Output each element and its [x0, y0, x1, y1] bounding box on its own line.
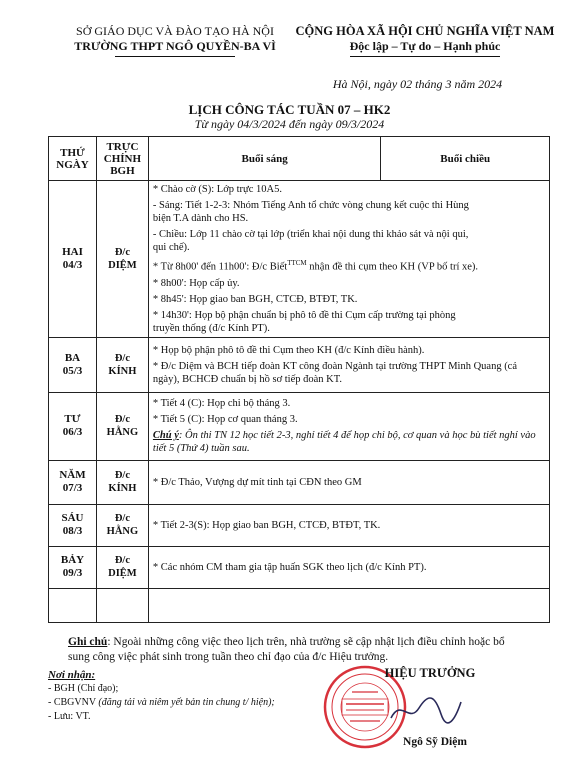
recipient-item — [48, 710, 298, 724]
duty-name: DIỆM — [108, 259, 137, 271]
header-afternoon: Buổi chiều — [381, 137, 550, 181]
activities-cell — [148, 337, 549, 392]
duty-cell — [96, 460, 148, 504]
recipient-note: (đăng tải và niêm yết bản tin chung t/ hiện); — [98, 697, 275, 708]
duty-cell — [96, 504, 148, 546]
general-note-label: Ghi chú — [68, 636, 108, 648]
activities-cell — [148, 392, 549, 460]
day-name: SÁU — [61, 512, 84, 524]
header-morning: Buổi sáng — [148, 137, 380, 181]
school-name: TRƯỜNG THPT NGÔ QUYỀN-BA VÌ — [74, 39, 276, 53]
day-cell — [49, 546, 97, 588]
duty-cell — [96, 181, 148, 338]
table-row — [49, 181, 550, 338]
header-duty: TRỰC CHÍNH BGH — [96, 137, 148, 181]
day-cell — [49, 392, 97, 460]
table-row — [49, 337, 550, 392]
header-day: THỨ NGÀY — [49, 137, 97, 181]
recipients-label: Nơi nhận: — [48, 669, 96, 681]
handwritten-signature — [385, 690, 465, 730]
duty-title: Đ/c — [114, 414, 131, 425]
table-row — [49, 504, 550, 546]
duty-title: Đ/c — [114, 555, 131, 566]
ministry-name: SỞ GIÁO DỤC VÀ ĐÀO TẠO HÀ NỘI — [76, 24, 274, 38]
activity-item: * Tiết 4 (C): Họp chi bộ tháng 3. — [152, 398, 291, 409]
activity-item: * 14h30': Họp bộ phận chuẩn bị phô tô đề thi Cụm cấp trường tại phòng truyền thống (đ/c Kính PT). — [152, 309, 456, 334]
duty-title: Đ/c — [114, 352, 131, 364]
activities-cell — [148, 181, 549, 338]
empty-cell — [96, 588, 148, 622]
general-note-text: : Ngoài những công việc theo lịch trên, nhà trường sẽ cập nhật lịch điều chỉnh hoặc bổ sung công việc phát sinh trong tuần theo chỉ đạo của đ/c Hiệu trưởng. — [68, 636, 505, 663]
issue-date: Hà Nội, ngày 02 tháng 3 năm 2024 — [332, 77, 503, 91]
signature-title: HIỆU TRƯỞNG — [384, 666, 476, 680]
activities-cell — [148, 546, 549, 588]
table-row — [49, 460, 550, 504]
table-row — [49, 392, 550, 460]
day-date: 07/3 — [62, 482, 83, 494]
note-text: : Ôn thi TN 12 học tiết 2-3, nghỉ tiết 4 để họp chi bộ, cơ quan và học bù tiết nghỉ vào tiết 5 (Thứ 4) tuần sau. — [152, 430, 536, 454]
activities-cell — [148, 504, 549, 546]
nation-header — [290, 24, 560, 57]
activity-item: * Họp bộ phận phô tô đề thi Cụm theo KH (đ/c Kính điều hành). — [152, 344, 425, 356]
general-note — [68, 635, 528, 665]
recipient-text: - CBGVNV — [48, 697, 99, 708]
duty-title: Đ/c — [114, 513, 131, 524]
activity-item: * Tiết 5 (C): Họp cơ quan tháng 3. — [152, 414, 298, 425]
duty-cell — [96, 337, 148, 392]
recipients-block — [48, 668, 298, 724]
document-title: LỊCH CÔNG TÁC TUẦN 07 – HK2 — [188, 102, 391, 117]
activity-superscript: TTCM — [287, 259, 307, 267]
duty-title: Đ/c — [114, 470, 131, 481]
day-name: BẢY — [60, 554, 85, 566]
activity-item: * Đ/c Thảo, Vượng dự mít tinh tại CĐN theo GM — [152, 476, 362, 488]
day-name: HAI — [62, 245, 83, 258]
activity-text: nhận đề thi cụm theo KH (VP bố trí xe). — [306, 261, 479, 273]
school-underline — [115, 56, 235, 57]
activity-item: * 8h00': Họp cấp ủy. — [152, 277, 240, 289]
day-name: NĂM — [59, 469, 86, 481]
duty-name: KÍNH — [108, 483, 137, 494]
motto: Độc lập – Tự do – Hạnh phúc — [349, 39, 501, 53]
duty-name: HẰNG — [106, 427, 139, 438]
issuer-header — [55, 24, 295, 57]
day-name: BA — [64, 351, 81, 364]
day-name: TƯ — [64, 413, 81, 425]
note-label: Chú ý — [152, 430, 179, 441]
day-cell — [49, 460, 97, 504]
recipient-text: - BGH (Chỉ đạo); — [48, 683, 119, 694]
empty-cell — [49, 588, 97, 622]
activity-item: - Sáng: Tiết 1-2-3: Nhóm Tiếng Anh tổ chức vòng chung kết cuộc thi Hùng biện T.A dành cho HS. — [152, 200, 469, 224]
motto-underline — [350, 56, 500, 57]
duty-title: Đ/c — [114, 246, 131, 258]
table-row-empty — [49, 588, 550, 622]
recipient-text: - Lưu: VT. — [48, 711, 91, 722]
day-date: 06/3 — [62, 426, 83, 438]
empty-cell — [148, 588, 549, 622]
duty-cell — [96, 392, 148, 460]
day-date: 09/3 — [62, 567, 83, 579]
table-header-row — [49, 137, 550, 181]
activity-note — [153, 429, 545, 455]
activity-item — [153, 257, 479, 274]
duty-name: KÍNH — [108, 365, 137, 377]
duty-name: DIỆM — [108, 568, 137, 579]
day-date: 08/3 — [62, 525, 83, 537]
schedule-table — [48, 136, 550, 623]
duty-name: HẰNG — [106, 526, 139, 537]
activity-item: * Tiết 2-3(S): Họp giao ban BGH, CTCĐ, BTĐT, TK. — [152, 519, 381, 531]
duty-cell — [96, 546, 148, 588]
recipient-item — [48, 696, 298, 710]
day-date: 05/3 — [62, 364, 83, 377]
day-cell — [49, 337, 97, 392]
document-subtitle: Từ ngày 04/3/2024 đến ngày 09/3/2024 — [194, 117, 385, 131]
activity-item: * Đ/c Diệm và BCH tiếp đoàn KT công đoàn Ngành tại trường THPT Minh Quang (cả ngày), BCHCĐ chuẩn bị hồ sơ tiếp đoàn KT. — [152, 360, 518, 385]
activity-item: * Các nhóm CM tham gia tập huấn SGK theo lịch (đ/c Kính PT). — [152, 561, 427, 573]
activity-item: * Chào cờ (S): Lớp trực 10A5. — [152, 184, 282, 195]
nation-name: CỘNG HÒA XÃ HỘI CHỦ NGHĨA VIỆT NAM — [295, 24, 555, 38]
day-cell — [49, 504, 97, 546]
signer-name: Ngô Sỹ Diệm — [403, 736, 467, 748]
activities-cell — [148, 460, 549, 504]
activity-item: - Chiều: Lớp 11 chào cờ tại lớp (triển khai nội dung thi khảo sát và nội qui, qui chế). — [152, 229, 469, 253]
day-cell — [49, 181, 97, 338]
activity-text: * Từ 8h00' đến 11h00': Đ/c Biết — [152, 261, 288, 273]
table-row — [49, 546, 550, 588]
activity-item: * 8h45': Họp giao ban BGH, CTCĐ, BTĐT, TK. — [152, 293, 358, 305]
recipient-item — [48, 682, 298, 696]
day-date: 04/3 — [62, 258, 83, 271]
